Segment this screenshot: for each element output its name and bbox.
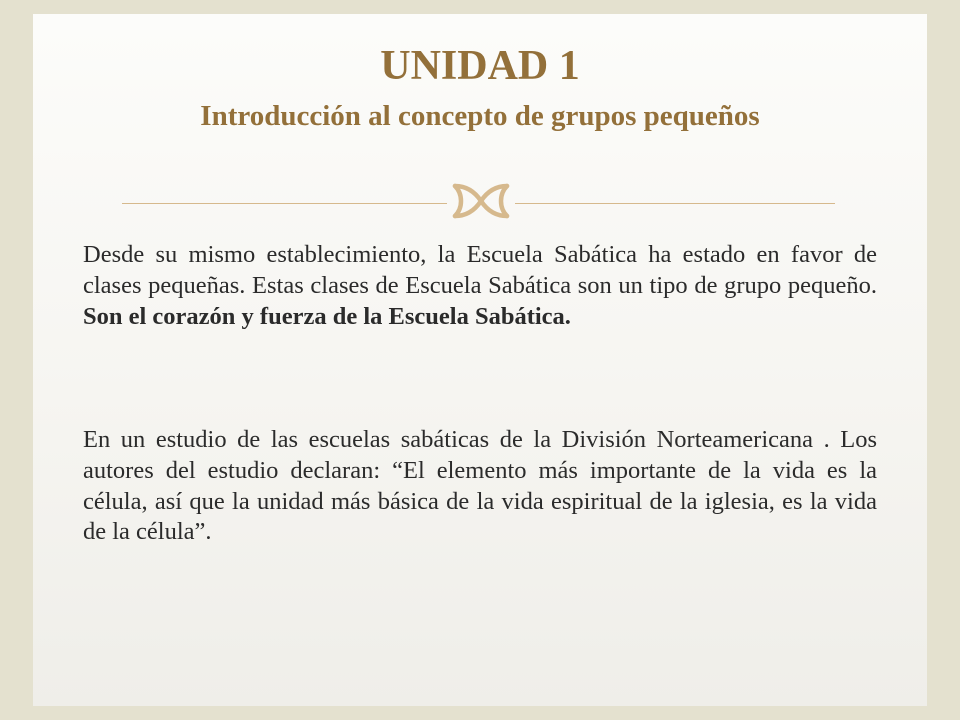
paragraph-establishment-emphasis: Son el corazón y fuerza de la Escuela Sabática. <box>83 302 571 330</box>
divider-line-right <box>515 203 835 204</box>
paragraph-study-quote: En un estudio de las escuelas sabáticas de la División Norteamericana . Los autores del estudio declaran: “El elemento más importante de la vida es la célula, así que la unidad más básica de la vida espiritual de la iglesia, es la vida de la célula”. <box>83 426 877 546</box>
divider-line-left <box>122 203 447 204</box>
slide-subtitle: Introducción al concepto de grupos pequeños <box>200 100 760 132</box>
paragraph-establishment <box>83 240 877 332</box>
slide-title: UNIDAD 1 <box>380 43 580 89</box>
rounded-cross-ornament-icon <box>449 178 513 224</box>
paragraph-establishment-text: Desde su mismo establecimiento, la Escuela Sabática ha estado en favor de clases pequeñas. Estas clases de Escuela Sabática son un tipo de grupo pequeño. <box>83 241 877 299</box>
